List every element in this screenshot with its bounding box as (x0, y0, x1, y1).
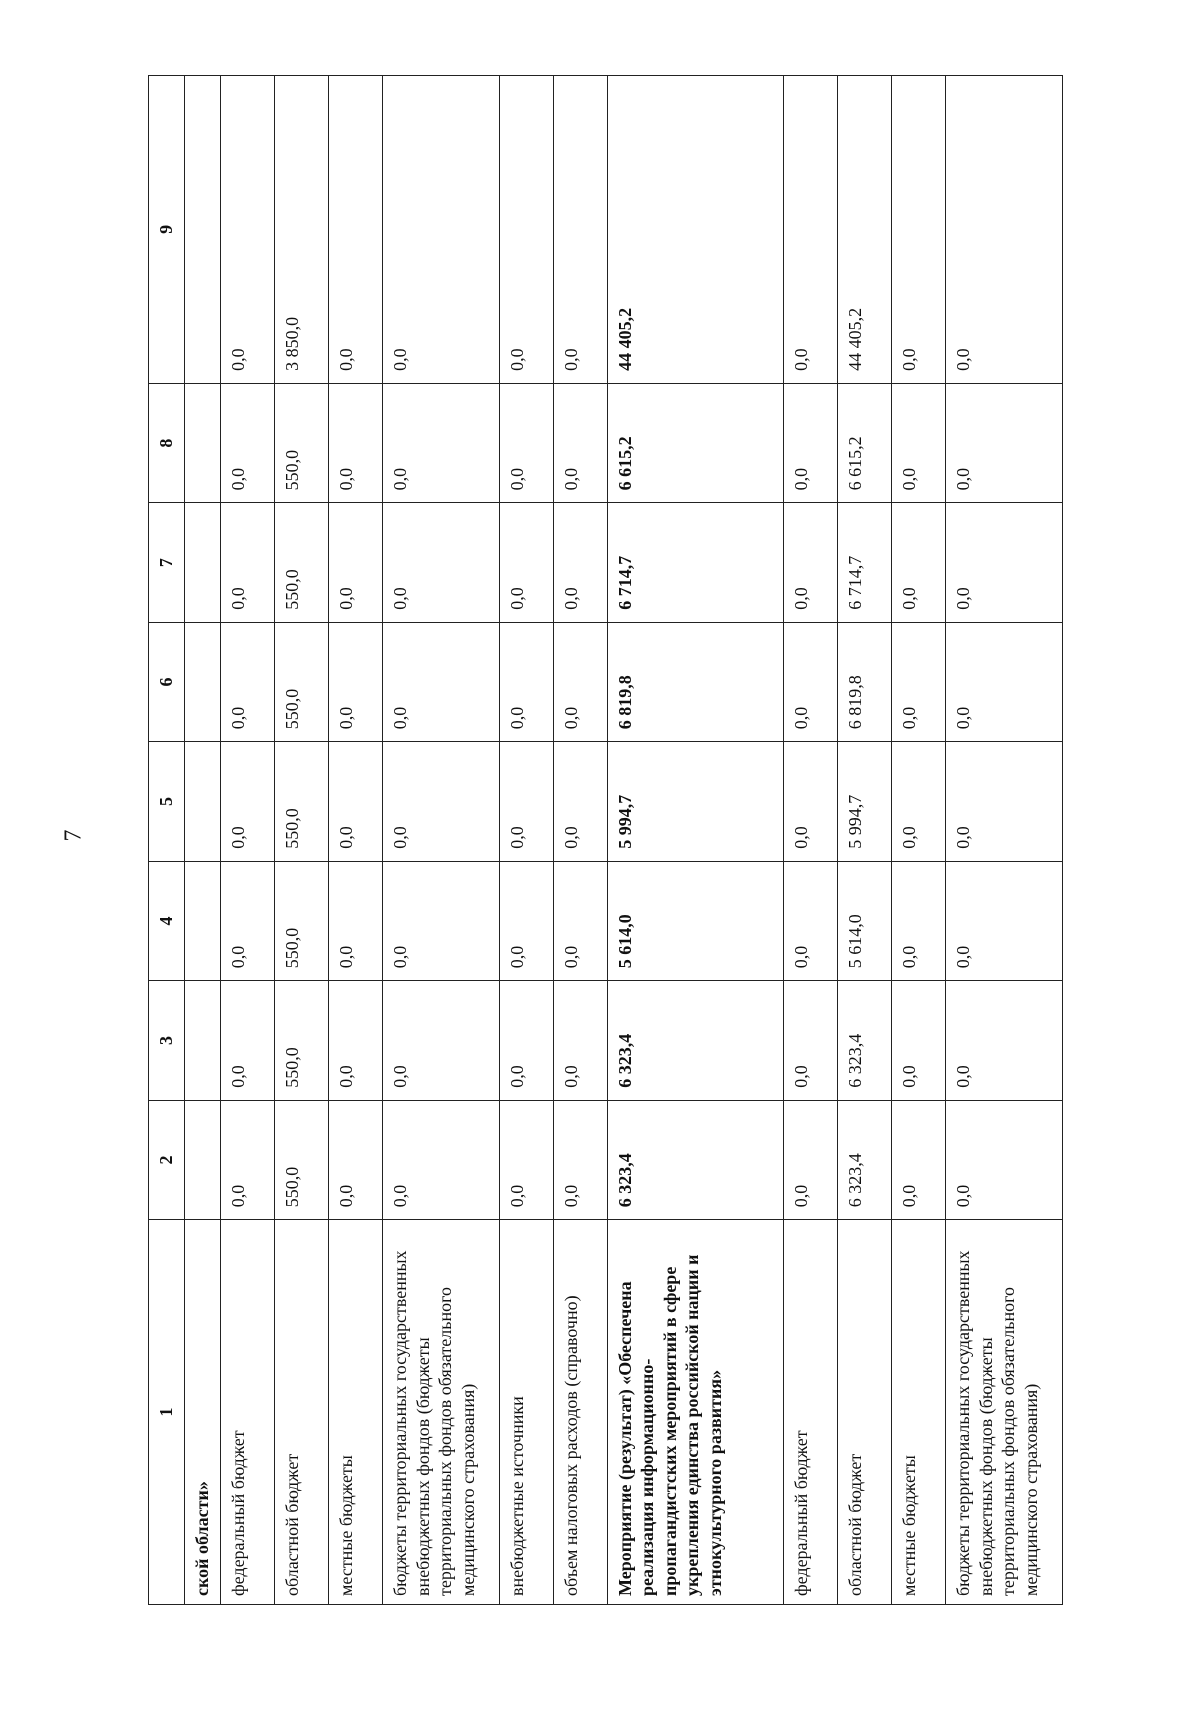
cell-value: 0,0 (499, 861, 553, 980)
cell-value: 0,0 (329, 383, 383, 502)
column-header-3: 3 (149, 981, 185, 1100)
cell-value: 0,0 (383, 76, 499, 384)
cell-value: 44 405,2 (607, 76, 784, 384)
cell-value: 0,0 (553, 383, 607, 502)
row-label: бюджеты территориальных государственных внебюджетных фондов (бюджеты территориальных фондов обязательного медицинского страхования) (383, 1220, 499, 1605)
cell-value: 0,0 (221, 1100, 275, 1219)
table-row (221, 76, 275, 1605)
column-header-6: 6 (149, 622, 185, 741)
cell-value: 0,0 (329, 742, 383, 861)
cell-value: 0,0 (553, 861, 607, 980)
cell-value: 6 615,2 (838, 383, 892, 502)
cell-value: 5 994,7 (607, 742, 784, 861)
cell-value: 0,0 (499, 622, 553, 741)
table-row (184, 76, 221, 1605)
cell-value: 0,0 (499, 383, 553, 502)
row-label: Мероприятие (результат) «Обеспечена реализация информационно-пропагандистских мероприятий в сфере укрепления единства российской нации и этнокультурного развития» (607, 1220, 784, 1605)
cell-value: 6 615,2 (607, 383, 784, 502)
cell-value: 0,0 (221, 861, 275, 980)
cell-value: 0,0 (892, 981, 946, 1100)
cell-value: 6 819,8 (607, 622, 784, 741)
table-row (607, 76, 784, 1605)
row-label: федеральный бюджет (221, 1220, 275, 1605)
cell-value: 44 405,2 (838, 76, 892, 384)
cell-value: 0,0 (784, 76, 838, 384)
cell-value: 0,0 (553, 503, 607, 622)
cell-value: 0,0 (329, 981, 383, 1100)
table-row (892, 76, 946, 1605)
cell-value (184, 76, 221, 384)
cell-value: 0,0 (784, 981, 838, 1100)
row-label: бюджеты территориальных государственных внебюджетных фондов (бюджеты территориальных фондов обязательного медицинского страхования) (946, 1220, 1063, 1605)
cell-value: 3 850,0 (275, 76, 329, 384)
cell-value (184, 503, 221, 622)
cell-value: 550,0 (275, 383, 329, 502)
cell-value: 0,0 (892, 861, 946, 980)
cell-value: 0,0 (892, 1100, 946, 1219)
cell-value: 0,0 (946, 503, 1063, 622)
row-label: областной бюджет (838, 1220, 892, 1605)
cell-value (184, 622, 221, 741)
column-header-2: 2 (149, 1100, 185, 1219)
column-header-7: 7 (149, 503, 185, 622)
cell-value: 0,0 (499, 742, 553, 861)
cell-value: 0,0 (329, 622, 383, 741)
cell-value: 0,0 (553, 76, 607, 384)
cell-value (184, 742, 221, 861)
cell-value: 0,0 (383, 383, 499, 502)
cell-value: 550,0 (275, 742, 329, 861)
cell-value: 0,0 (499, 1100, 553, 1219)
rotated-table-wrapper (148, 75, 1063, 1605)
cell-value: 0,0 (383, 503, 499, 622)
cell-value: 550,0 (275, 861, 329, 980)
cell-value: 0,0 (221, 622, 275, 741)
table-row (784, 76, 838, 1605)
table-row (553, 76, 607, 1605)
cell-value: 0,0 (784, 861, 838, 980)
cell-value: 0,0 (946, 1100, 1063, 1219)
cell-value: 0,0 (329, 861, 383, 980)
row-label: местные бюджеты (329, 1220, 383, 1605)
cell-value: 0,0 (553, 1100, 607, 1219)
cell-value: 550,0 (275, 981, 329, 1100)
cell-value: 0,0 (892, 742, 946, 861)
table-body (184, 76, 1063, 1605)
column-header-8: 8 (149, 383, 185, 502)
cell-value: 0,0 (329, 503, 383, 622)
cell-value: 0,0 (221, 742, 275, 861)
cell-value: 0,0 (553, 622, 607, 741)
cell-value: 0,0 (221, 76, 275, 384)
row-label: объем налоговых расходов (справочно) (553, 1220, 607, 1605)
cell-value (184, 383, 221, 502)
cell-value: 550,0 (275, 1100, 329, 1219)
table-row (838, 76, 892, 1605)
cell-value (184, 1100, 221, 1219)
cell-value: 5 614,0 (607, 861, 784, 980)
cell-value: 0,0 (946, 76, 1063, 384)
cell-value: 6 323,4 (838, 981, 892, 1100)
row-label: ской области» (184, 1220, 221, 1605)
cell-value: 0,0 (892, 76, 946, 384)
cell-value: 0,0 (329, 76, 383, 384)
cell-value: 5 994,7 (838, 742, 892, 861)
page-number: 7 (60, 829, 87, 842)
cell-value: 0,0 (784, 503, 838, 622)
cell-value: 0,0 (892, 383, 946, 502)
cell-value (184, 861, 221, 980)
cell-value: 6 323,4 (607, 1100, 784, 1219)
cell-value: 0,0 (499, 76, 553, 384)
row-label: федеральный бюджет (784, 1220, 838, 1605)
cell-value: 0,0 (892, 503, 946, 622)
cell-value: 0,0 (221, 503, 275, 622)
table-row (946, 76, 1063, 1605)
cell-value: 6 323,4 (607, 981, 784, 1100)
table-row (383, 76, 499, 1605)
column-header-9: 9 (149, 76, 185, 384)
cell-value: 0,0 (329, 1100, 383, 1219)
cell-value: 0,0 (784, 1100, 838, 1219)
row-label: областной бюджет (275, 1220, 329, 1605)
cell-value: 0,0 (499, 981, 553, 1100)
column-header-5: 5 (149, 742, 185, 861)
cell-value: 0,0 (383, 742, 499, 861)
column-header-1: 1 (149, 1220, 185, 1605)
table-row (275, 76, 329, 1605)
cell-value: 0,0 (784, 742, 838, 861)
table-row (329, 76, 383, 1605)
cell-value: 550,0 (275, 622, 329, 741)
cell-value (184, 981, 221, 1100)
cell-value: 6 714,7 (838, 503, 892, 622)
cell-value: 0,0 (221, 383, 275, 502)
cell-value: 0,0 (383, 1100, 499, 1219)
table-row (499, 76, 553, 1605)
cell-value: 0,0 (946, 622, 1063, 741)
budget-table (148, 75, 1063, 1605)
cell-value: 0,0 (946, 861, 1063, 980)
cell-value: 5 614,0 (838, 861, 892, 980)
row-label: местные бюджеты (892, 1220, 946, 1605)
cell-value: 6 714,7 (607, 503, 784, 622)
cell-value: 0,0 (383, 861, 499, 980)
header-row (149, 76, 185, 1605)
cell-value: 6 323,4 (838, 1100, 892, 1219)
cell-value: 0,0 (946, 981, 1063, 1100)
cell-value: 0,0 (383, 981, 499, 1100)
cell-value: 550,0 (275, 503, 329, 622)
cell-value: 0,0 (946, 383, 1063, 502)
cell-value: 0,0 (946, 742, 1063, 861)
cell-value: 6 819,8 (838, 622, 892, 741)
column-header-4: 4 (149, 861, 185, 980)
cell-value: 0,0 (784, 383, 838, 502)
cell-value: 0,0 (553, 742, 607, 861)
cell-value: 0,0 (221, 981, 275, 1100)
cell-value: 0,0 (784, 622, 838, 741)
row-label: внебюджетные источники (499, 1220, 553, 1605)
cell-value: 0,0 (499, 503, 553, 622)
cell-value: 0,0 (383, 622, 499, 741)
cell-value: 0,0 (553, 981, 607, 1100)
cell-value: 0,0 (892, 622, 946, 741)
